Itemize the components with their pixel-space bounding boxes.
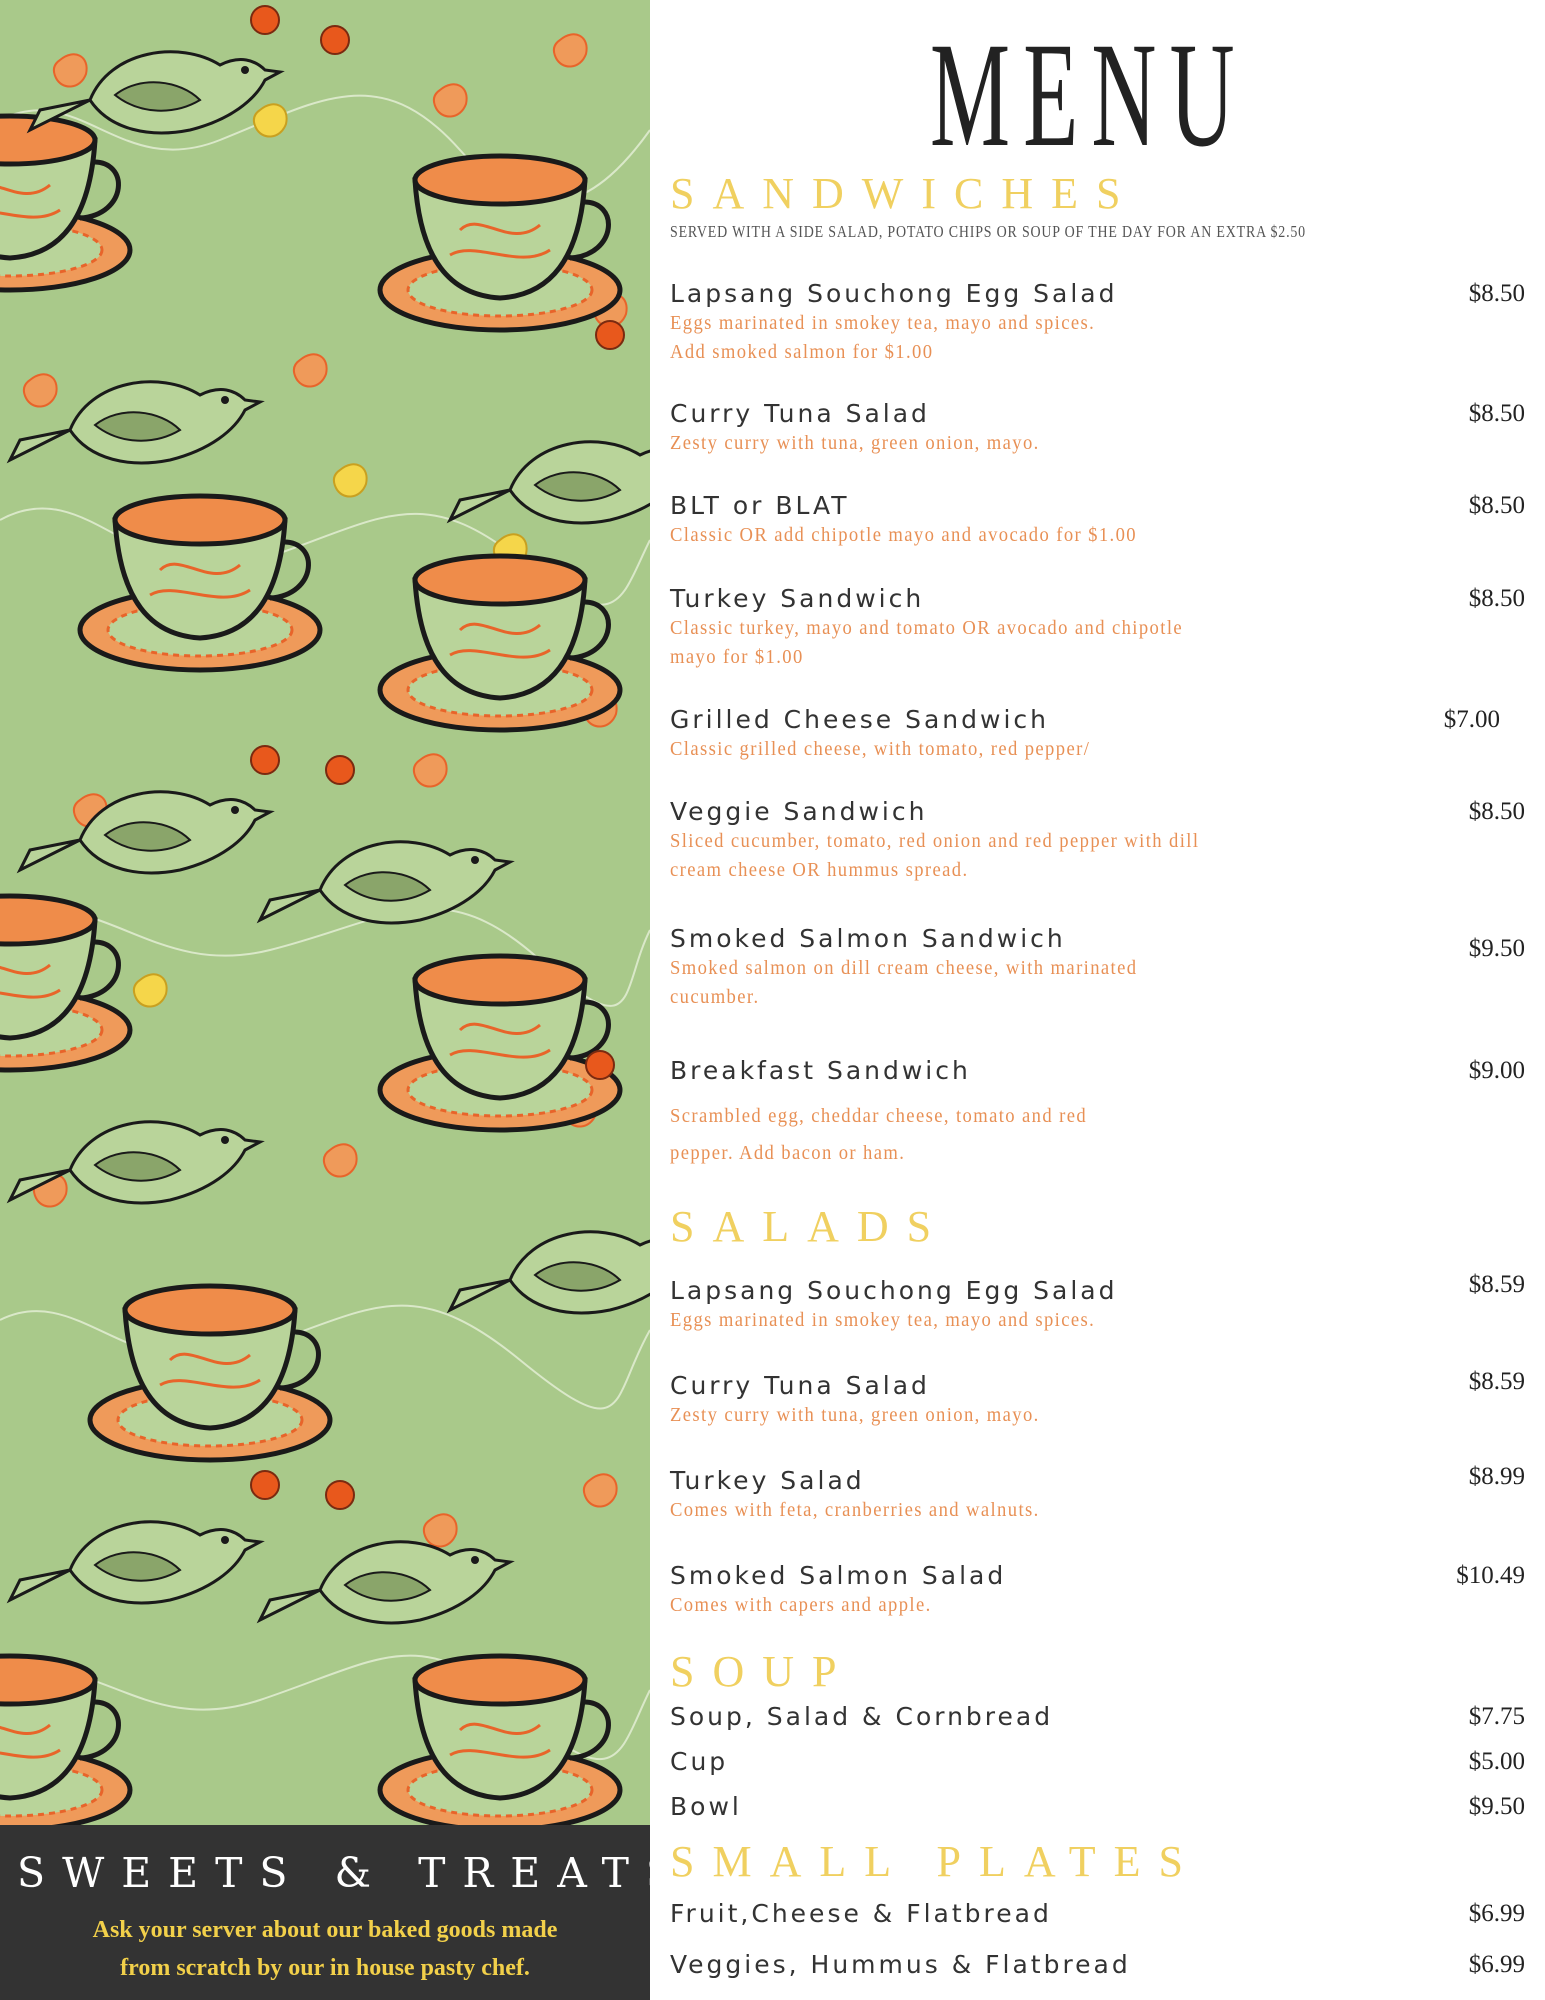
item-description: Scrambled egg, cheddar cheese, tomato and red (670, 1104, 1088, 1127)
decorative-pattern-panel (0, 0, 650, 1825)
item-name: BLT or BLAT (670, 491, 850, 520)
item-description: cucumber. (670, 985, 760, 1008)
item-price: $6.99 (1468, 1951, 1525, 1978)
sweets-treats-promo (0, 1825, 692, 2000)
section-title-soup: SOUP (670, 1647, 855, 1696)
item-name: Breakfast Sandwich (670, 1056, 971, 1085)
promo-title: SWEETS & TREATS (17, 1849, 692, 1897)
item-description: Comes with feta, cranberries and walnuts. (670, 1498, 1040, 1521)
item-name: Smoked Salmon Salad (670, 1561, 1007, 1590)
menu-item (670, 1900, 1525, 1929)
menu-item (670, 1703, 1525, 1732)
menu-item (670, 280, 1525, 367)
section-title-sandwiches: SANDWICHES (670, 169, 1139, 218)
menu-item (670, 798, 1525, 885)
item-name: Soup, Salad & Cornbread (670, 1702, 1054, 1731)
menu-item (670, 925, 1525, 1012)
menu-item (670, 400, 1525, 458)
item-description: Zesty curry with tuna, green onion, mayo. (670, 431, 1040, 454)
item-description: Classic turkey, mayo and tomato OR avocado and chipotle (670, 616, 1184, 639)
item-name: Grilled Cheese Sandwich (670, 705, 1049, 734)
item-name: Veggies, Hummus & Flatbread (670, 1950, 1131, 1979)
section-note-sandwiches: SERVED WITH A SIDE SALAD, POTATO CHIPS OR SOUP OF THE DAY FOR AN EXTRA $2.50 (670, 222, 1306, 241)
item-name: Curry Tuna Salad (670, 399, 930, 428)
menu-item (670, 492, 1525, 550)
promo-line-1: Ask your server about our baked goods made (92, 1917, 558, 1943)
item-price: $8.99 (1468, 1463, 1525, 1490)
menu-item (670, 706, 1525, 764)
item-description: Eggs marinated in smokey tea, mayo and spices. (670, 311, 1096, 334)
section-title-small-plates: SMALL PLATES (670, 1837, 1201, 1886)
item-price: $5.00 (1468, 1748, 1525, 1775)
item-price: $8.59 (1468, 1271, 1525, 1298)
item-description: Classic OR add chipotle mayo and avocado for $1.00 (670, 523, 1137, 546)
item-description: cream cheese OR hummus spread. (670, 858, 969, 881)
promo-line-2: from scratch by our in house pasty chef. (120, 1955, 530, 1981)
menu-item (670, 1748, 1525, 1777)
item-description: mayo for $1.00 (670, 645, 804, 668)
item-name: Fruit,Cheese & Flatbread (670, 1899, 1052, 1928)
item-description: Eggs marinated in smokey tea, mayo and spices. (670, 1308, 1096, 1331)
item-price: $8.50 (1468, 280, 1525, 307)
item-price: $8.59 (1468, 1368, 1525, 1395)
item-price: $6.99 (1468, 1900, 1525, 1927)
item-name: Turkey Sandwich (670, 584, 925, 613)
menu-item (670, 1951, 1525, 1980)
item-name: Lapsang Souchong Egg Salad (670, 1276, 1118, 1305)
item-name: Turkey Salad (670, 1466, 865, 1495)
item-price: $7.00 (1443, 706, 1500, 733)
menu-item (670, 1463, 1525, 1525)
item-description: Classic grilled cheese, with tomato, red pepper/ (670, 737, 1091, 760)
item-description: Sliced cucumber, tomato, red onion and red pepper with dill (670, 829, 1200, 852)
item-price: $9.00 (1468, 1057, 1525, 1084)
item-price: $8.50 (1468, 798, 1525, 825)
section-title-salads: SALADS (670, 1202, 950, 1251)
item-name: Lapsang Souchong Egg Salad (670, 279, 1118, 308)
menu-item (670, 1562, 1525, 1620)
teacup-bird-pattern (0, 0, 650, 1825)
menu-item (670, 585, 1525, 672)
item-price: $8.50 (1468, 585, 1525, 612)
menu-title: MENU (930, 12, 1248, 178)
menu-item (670, 1271, 1525, 1335)
item-description: Smoked salmon on dill cream cheese, with marinated (670, 956, 1138, 979)
item-name: Smoked Salmon Sandwich (670, 924, 1066, 953)
menu-item (670, 1368, 1525, 1430)
item-description: Add smoked salmon for $1.00 (670, 340, 934, 363)
item-price: $10.49 (1456, 1562, 1525, 1589)
item-price: $9.50 (1468, 935, 1525, 962)
item-price: $8.50 (1468, 400, 1525, 427)
item-price: $8.50 (1468, 492, 1525, 519)
menu-item (670, 1057, 1525, 1172)
item-description: Zesty curry with tuna, green onion, mayo. (670, 1403, 1040, 1426)
item-price: $9.50 (1468, 1793, 1525, 1820)
item-name: Bowl (670, 1792, 742, 1821)
item-name: Veggie Sandwich (670, 797, 928, 826)
item-description: Comes with capers and apple. (670, 1593, 932, 1616)
menu-item (670, 1793, 1525, 1822)
item-description: pepper. Add bacon or ham. (670, 1141, 906, 1164)
item-name: Cup (670, 1747, 729, 1776)
item-name: Curry Tuna Salad (670, 1371, 930, 1400)
item-price: $7.75 (1468, 1703, 1525, 1730)
